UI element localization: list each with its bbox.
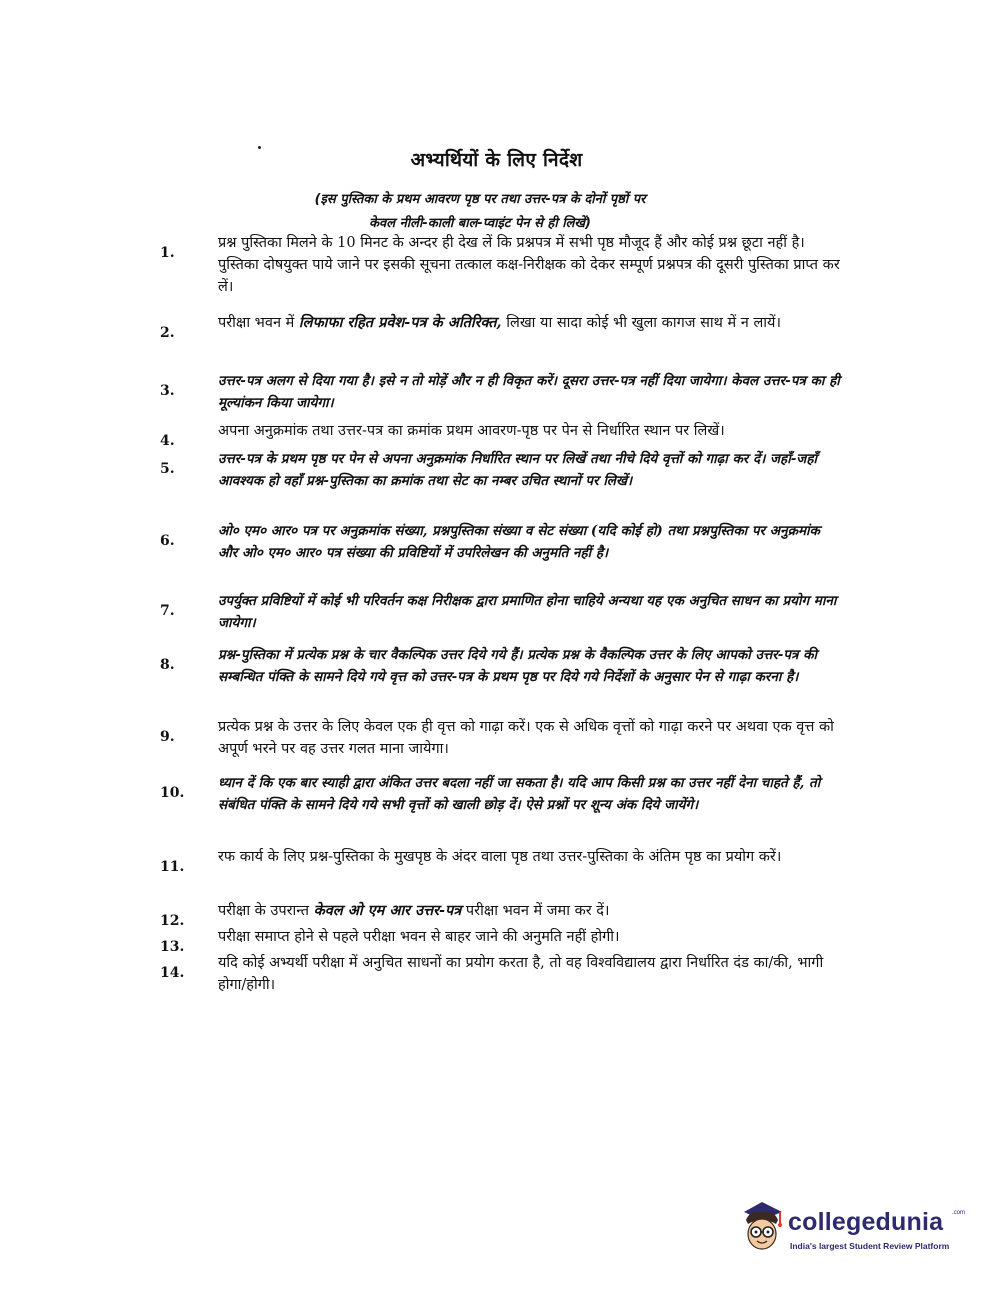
item-text: यदि कोई अभ्यर्थी परीक्षा में अनुचित साधनों का प्रयोग करता है, तो वह विश्वविद्यालय द्वारा निर्धारित दंड का/की, भागी होगा/होगी। (218, 955, 824, 993)
brand-suffix: .com (952, 1210, 966, 1216)
collegedunia-logo (736, 1196, 968, 1266)
item-text: अपना अनुक्रमांक तथा उत्तर-पत्र का क्रमांक प्रथम आवरण-पृष्ठ पर पेन से निर्धारित स्थान पर लिखें। (218, 423, 725, 439)
item-number: 8. (160, 657, 175, 673)
item-number: 10. (160, 785, 185, 801)
instruction-item-8 (160, 644, 840, 688)
instruction-item-2 (160, 312, 840, 344)
item-text-emphasis: लिफाफा रहित प्रवेश-पत्र के अतिरिक्त, (298, 314, 502, 331)
mascot-icon (736, 1198, 786, 1258)
item-text-part: परीक्षा के उपरान्त (218, 903, 314, 919)
instruction-item-1 (160, 232, 840, 298)
item-text (218, 900, 840, 922)
item-number: 6. (160, 533, 175, 549)
item-number: 1. (160, 245, 175, 261)
item-text-part: लिखा या सादा कोई भी खुला कागज साथ में न लायें। (501, 315, 781, 331)
item-number: 11. (160, 859, 185, 875)
item-text: उत्तर-पत्र के प्रथम पृष्ठ पर पेन से अपना अनुक्रमांक निर्धारित स्थान पर लिखें तथा नीचे दिये वृत्तों को गाढ़ा कर दें। जहाँ-जहाँ आवश्यक हो वहाँ प्रश्न-पुस्तिका का क्रमांक तथा सेट का नम्बर उचित स्थानों पर लिखें। (218, 451, 817, 489)
item-number: 4. (160, 433, 175, 449)
instruction-item-7 (160, 590, 840, 634)
item-text-part: परीक्षा भवन में (218, 315, 299, 331)
item-number: 7. (160, 603, 175, 619)
subtitle-line-1: (इस पुस्तिका के प्रथम आवरण पृष्ठ पर तथा उत्तर-पत्र के दोनों पृष्ठों पर (314, 192, 646, 207)
instruction-item-6 (160, 520, 840, 564)
instruction-item-10 (160, 772, 840, 816)
item-number: 9. (160, 729, 175, 745)
item-number: 14. (160, 965, 185, 981)
instruction-item-3 (160, 370, 840, 414)
item-text: ओ० एम० आर० पत्र पर अनुक्रमांक संख्या, प्रश्नपुस्तिका संख्या व सेट संख्या (यदि कोई हो) तथा प्रश्नपुस्तिका पर अनुक्रमांक और ओ० एम० आर० पत्र संख्या की प्रविष्टियों में उपरिलेखन की अनुमति नहीं है। (218, 523, 820, 561)
item-text: उपर्युक्त प्रविष्टियों में कोई भी परिवर्तन कक्ष निरीक्षक द्वारा प्रमाणित होना चाहिये अन्यथा यह एक अनुचित साधन का प्रयोग माना जायेगा। (218, 593, 837, 631)
page-subtitle (200, 188, 760, 236)
item-number: 3. (160, 383, 175, 399)
page-title: अभ्यर्थियों के लिए निर्देश (410, 149, 583, 171)
item-text: रफ कार्य के लिए प्रश्न-पुस्तिका के मुखपृष्ठ के अंदर वाला पृष्ठ तथा उत्तर-पुस्तिका के अंतिम पृष्ठ का प्रयोग करें। (218, 849, 782, 865)
item-text: परीक्षा समाप्त होने से पहले परीक्षा भवन से बाहर जाने की अनुमति नहीं होगी। (218, 929, 620, 945)
brand-tagline: India's largest Student Review Platform (790, 1241, 950, 1251)
item-text: प्रत्येक प्रश्न के उत्तर के लिए केवल एक ही वृत्त को गाढ़ा करें। एक से अधिक वृत्तों को गाढ़ा करने पर अथवा एक वृत्त को अपूर्ण भरने पर वह उत्तर गलत माना जायेगा। (218, 719, 834, 757)
item-text: प्रश्न पुस्तिका मिलने के 10 मिनट के अन्दर ही देख लें कि प्रश्नपत्र में सभी पृष्ठ मौजूद हैं और कोई प्रश्न छूटा नहीं है। पुस्तिका दोषयुक्त पाये जाने पर इसकी सूचना तत्काल कक्ष-निरीक्षक को देकर सम्पूर्ण प्रश्नपत्र की दूसरी पुस्तिका प्राप्त कर लें। (218, 235, 840, 295)
brand-name: collegedunia (788, 1208, 944, 1236)
item-text: प्रश्न-पुस्तिका में प्रत्येक प्रश्न के चार वैकल्पिक उत्तर दिये गये हैं। प्रत्येक प्रश्न के वैकल्पिक उत्तर के लिए आपको उत्तर-पत्र की सम्बन्धित पंक्ति के सामने दिये गये वृत्त को उत्तर-पत्र के प्रथम पृष्ठ पर दिये गये निर्देशों के अनुसार पेन से गाढ़ा करना है। (218, 647, 817, 685)
instruction-item-11 (160, 846, 840, 878)
item-number: 13. (160, 939, 185, 955)
item-number: 5. (160, 461, 175, 477)
subtitle-line-2: केवल नीली-काली बाल-प्वाइंट पेन से ही लिखें) (369, 216, 591, 231)
item-text-part: परीक्षा भवन में जमा कर दें। (461, 903, 610, 919)
item-text: ध्यान दें कि एक बार स्याही द्वारा अंकित उत्तर बदला नहीं जा सकता है। यदि आप किसी प्रश्न का उत्तर नहीं देना चाहते हैं, तो संबंधित पंक्ति के सामने दिये गये सभी वृत्तों को खाली छोड़ दें। ऐसे प्रश्नों पर शून्य अंक दिये जायेंगे। (218, 775, 821, 813)
instruction-item-5 (160, 448, 840, 492)
item-text-emphasis: केवल ओ एम आर उत्तर-पत्र (313, 902, 462, 919)
item-text (218, 312, 840, 334)
item-number: 12. (160, 913, 185, 929)
instruction-item-14 (160, 952, 840, 996)
instruction-item-9 (160, 716, 840, 760)
item-text: उत्तर-पत्र अलग से दिया गया है। इसे न तो मोड़ें और न ही विकृत करें। दूसरा उत्तर-पत्र नहीं दिया जायेगा। केवल उत्तर-पत्र का ही मूल्यांकन किया जायेगा। (218, 373, 840, 411)
item-number: 2. (160, 325, 175, 341)
